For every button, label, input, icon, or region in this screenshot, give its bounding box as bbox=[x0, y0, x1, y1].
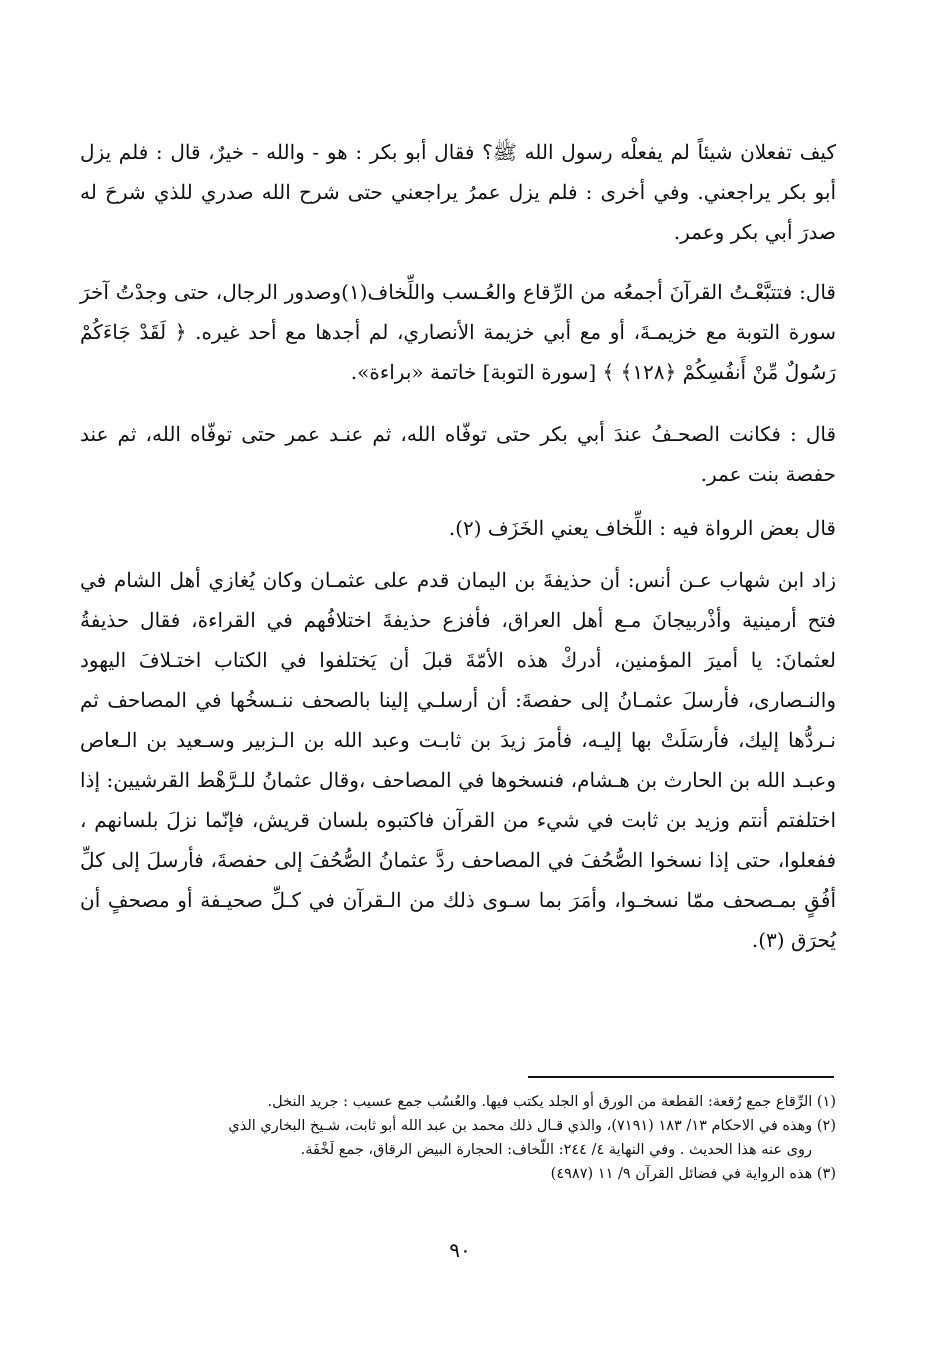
footnotes-section bbox=[80, 1090, 836, 1186]
body-paragraph-3 bbox=[80, 414, 836, 494]
page-number: ٩٠ bbox=[449, 1238, 471, 1262]
paragraph-text: زاد ابن شهاب عـن أنس: أن حذيفةَ بن اليمان قدم على عثمـان وكان يُغازي أهل الشام في فتح أرمينية وأذْربيجانَ مـع أهل العراق، فأفزع حذيفةَ اختلافُهم في القراءة، فقال حذيفةُ لعثمانَ: يا أميرَ المؤمنين، أدركْ هذه الأمّةَ قبلَ أن يَختلفوا في الكتاب اختـلافَ اليهود والنـصارى، فأرسلَ عثمـانُ إلى حفصةَ: أن أرسلـي إلينا بالصحف ننـسخُها في المصاحف ثم نـردُّها إليك، فأرسَلَتْ بها إليـه، فأمرَ زيدَ بن ثابـت وعبد الله بن الـزبير وسـعيد بن الـعاص وعبـد الله بن الحارث بن هـشام، فنسخوها في المصاحف ،وقال عثمانُ للـرَّهْط القرشيين: إذا اختلفتم أنتم وزيد بن ثابت في شيء من القرآن فاكتبوه بلسان قريش، فإنّما نزلَ بلسانهم ، ففعلوا، حتى إذا نسخوا الصُّحُفَ في المصاحف ردَّ عثمانُ الصُّحُفَ إلى حفصةَ، فأرسلَ إلى كلِّ أفُقٍ بمـصحف ممّا نسخـوا، وأمَرَ بما سـوى ذلك من الـقرآن في كـلِّ صحيـفة أو مصحفٍ أن يُحرَق (٣). bbox=[80, 568, 837, 952]
footnote-2-continued: روى عنه هذا الحديث . وفي النهاية ٤/ ٢٤٤: اللّخاف: الحجارة البيض الرقاق، جمع لَخْفَة. bbox=[300, 1142, 812, 1158]
body-paragraph-4 bbox=[80, 508, 836, 548]
footnote-divider bbox=[528, 1076, 834, 1078]
body-paragraph-5 bbox=[80, 560, 836, 960]
body-paragraph-1 bbox=[80, 132, 836, 252]
footnote-1: (١) الرِّقاع جمع رُقعة: القطعة من الورق أو الجلد يكتب فيها. والعُسُب جمع عسيب : جريد النخل. bbox=[267, 1094, 836, 1110]
paragraph-text: قال : فكانت الصحـفُ عندَ أبي بكر حتى توفّاه الله، ثم عنـد عمر حتى توفّاه الله، ثم عند حفصة بنت عمر. bbox=[80, 422, 836, 486]
footnote-3: (٣) هذه الرواية في فضائل القرآن ٩/ ١١ (٤٩٨٧) bbox=[550, 1166, 836, 1182]
body-paragraph-2 bbox=[80, 272, 836, 392]
paragraph-text: كيف تفعلان شيئاً لم يفعلْه رسول الله ﷺ؟ فقال أبو بكر : هو - والله - خيرٌ، قال : فلم يزل أبو بكر يراجعني. وفي أخرى : فلم يزل عمرُ يراجعني حتى شرح الله صدري للذي شرحَ له صدرَ أبي بكر وعمر. bbox=[80, 140, 836, 244]
footnote-2: (٢) وهذه في الاحكام ١٣/ ١٨٣ (٧١٩١)، والذي قـال ذلك محمد بن عبد الله أبو ثابت، شـيخ البخاري الذي bbox=[228, 1118, 836, 1134]
paragraph-text: قال: فتتبَّعْـتُ القرآنَ أجمعُه من الرِّقاع والعُـسب واللِّخاف(١)وصدور الرجال، حتى وجدْتُ آخرَ سورة التوبة مع خزيمـةَ، أو مع أبي خزيمة الأنصاري، لم أجدها مع أحد غيره. ﴿ لَقَدْ جَاءَكُمْ رَسُولٌ مِّنْ أَنفُسِكُمْ ﴿١٢٨﴾ ﴾ [سورة التوبة] خاتمة «براءة». bbox=[80, 280, 836, 384]
paragraph-text: قال بعض الرواة فيه : اللِّخاف يعني الخَزَف (٢). bbox=[448, 516, 836, 540]
